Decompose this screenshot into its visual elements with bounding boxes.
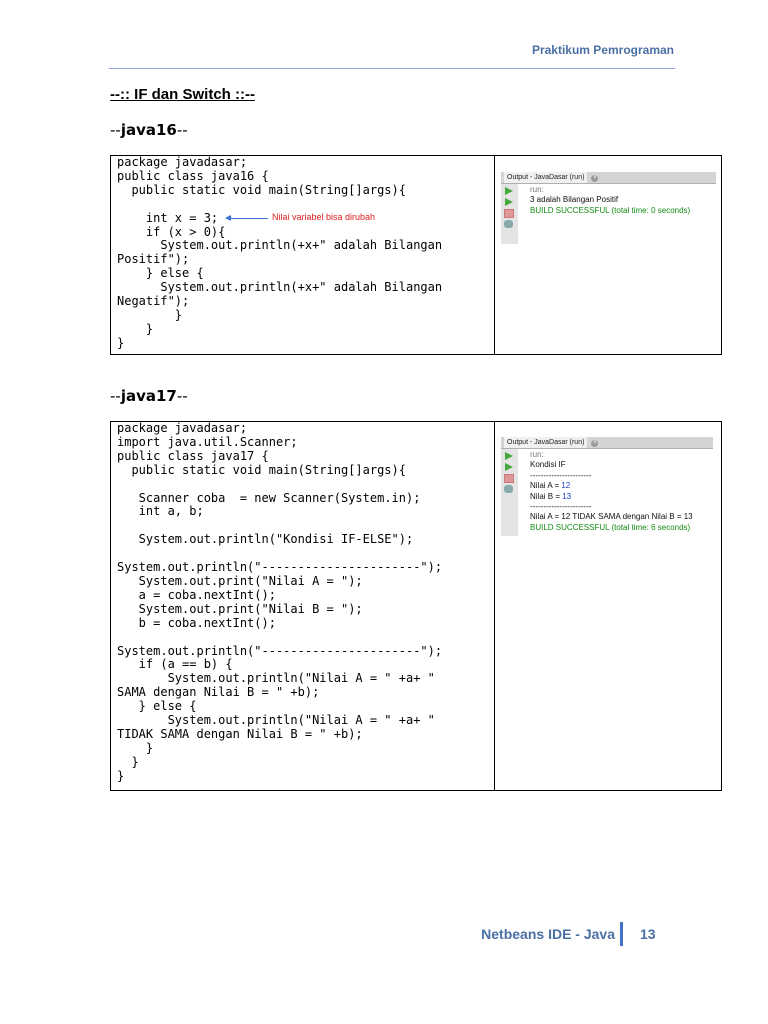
- output-tab: [501, 172, 716, 184]
- output-panel: [501, 437, 713, 534]
- output-tab-label: Output - JavaDasar (run): [504, 172, 587, 183]
- header-rule: [109, 68, 675, 69]
- stop-icon: [504, 209, 514, 218]
- output-toolbar: [501, 184, 518, 244]
- output-cell: [495, 422, 722, 791]
- heading-prefix: --: [110, 387, 121, 405]
- output-tab: [501, 437, 713, 449]
- code-table-java17: [110, 421, 722, 791]
- stop-icon: [504, 474, 514, 483]
- rerun-icon: [505, 198, 513, 206]
- heading-suffix: --: [176, 121, 188, 139]
- output-body: [501, 449, 713, 536]
- input-b-label: Nilai B =: [530, 491, 563, 501]
- output-panel: [501, 172, 716, 242]
- code-cell: [111, 156, 495, 355]
- output-line-title: Kondisi IF: [530, 460, 566, 470]
- output-line-b: [530, 492, 693, 502]
- output-line-separator: -----------------------: [530, 502, 592, 512]
- output-line-build: BUILD SUCCESSFUL (total time: 6 seconds): [530, 522, 691, 532]
- output-toolbar: [501, 449, 518, 536]
- code-table-java16: [110, 155, 722, 355]
- heading-suffix: --: [176, 387, 188, 405]
- output-text: [518, 184, 690, 244]
- run-icon: [505, 452, 513, 460]
- annotation-text: Nilai variabel bisa dirubah: [272, 212, 376, 222]
- output-line-run: run:: [530, 185, 544, 194]
- rerun-icon: [505, 463, 513, 471]
- close-icon: ×: [593, 175, 597, 181]
- page-number: 13: [640, 926, 656, 942]
- example-heading-java16: [110, 121, 188, 139]
- code-listing: package javadasar; import java.util.Scanner; public class java17 { public static void main(String[]args){ Scanner coba = new Scanner(System.in); int a, b; System.out.println("Kondisi IF-ELSE"); System.out.println("----------------------"); System.out.print("Nilai A = "); a = coba.nextInt(); System.out.print("Nilai B = "); b = coba.nextInt(); System.out.println("----------------------"); if (a == b) { System.out.println("Nilai A = " +a+ " SAMA dengan Nilai B = " +b); } else { System.out.println("Nilai A = " +a+ " TIDAK SAMA dengan Nilai B = " +b); } } }: [117, 421, 443, 783]
- settings-icon: [504, 485, 513, 493]
- output-text: [518, 449, 693, 536]
- code-listing: package javadasar; public class java16 { public static void main(String[]args){ int x = 3; if (x > 0){ System.out.println(+x+" adalah Bilangan Positif"); } else { System.out.println(+x+" adalah Bilangan Negatif"); } } }: [117, 155, 443, 350]
- output-cell: [495, 156, 722, 355]
- output-line-result: Nilai A = 12 TIDAK SAMA dengan Nilai B = 13: [530, 512, 693, 522]
- section-title: --:: IF dan Switch ::--: [110, 86, 255, 103]
- page-header-title: Praktikum Pemrograman: [531, 43, 674, 57]
- run-icon: [505, 187, 513, 195]
- input-a-label: Nilai A =: [530, 481, 562, 491]
- annotation-arrow-head: [225, 215, 231, 221]
- heading-name: java16: [120, 121, 177, 139]
- output-line-result: 3 adalah Bilangan Positif: [530, 195, 619, 205]
- output-body: [501, 184, 716, 244]
- input-b-value: 13: [562, 491, 572, 501]
- input-a-value: 12: [561, 481, 571, 491]
- output-line-run: run:: [530, 450, 544, 459]
- footer-divider: [620, 922, 623, 946]
- close-icon: ×: [593, 440, 597, 446]
- output-line-build: BUILD SUCCESSFUL (total time: 0 seconds): [530, 205, 691, 215]
- output-tab-label: Output - JavaDasar (run): [504, 437, 587, 448]
- footer-label: Netbeans IDE - Java: [481, 926, 615, 942]
- annotation-arrow: [230, 218, 268, 219]
- heading-prefix: --: [110, 121, 121, 139]
- code-cell: [111, 422, 495, 791]
- output-line-a: [530, 481, 693, 491]
- settings-icon: [504, 220, 513, 228]
- example-heading-java17: [110, 387, 188, 405]
- heading-name: java17: [120, 387, 177, 405]
- output-line-separator: -----------------------: [530, 470, 592, 480]
